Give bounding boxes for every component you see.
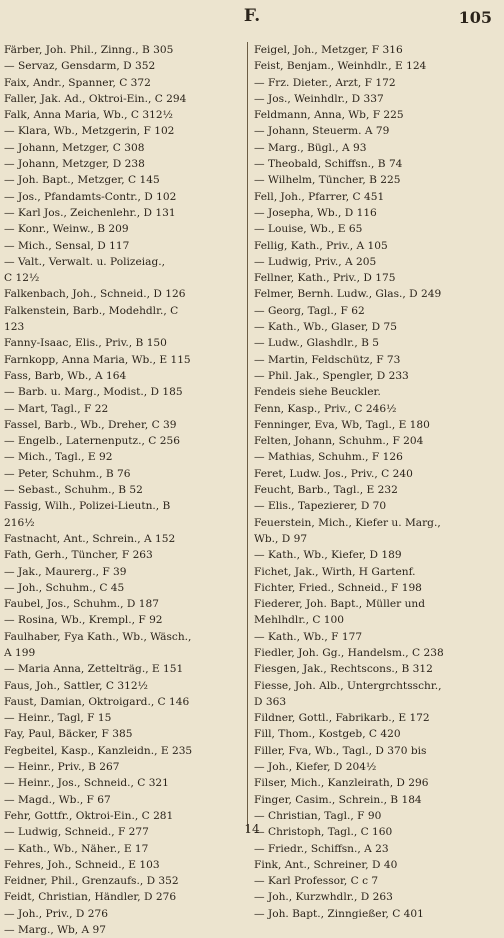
directory-entry: Faller, Jak. Ad., Oktroi-Ein., C 294 [4,92,187,105]
directory-entry: — Joh., Kurzwhdlr., D 263 [254,891,393,904]
directory-entry: — Rosina, Wb., Krempl., F 92 [4,614,163,627]
directory-entry: Faubel, Jos., Schuhm., D 187 [4,598,159,611]
signature-mark: 14 [244,822,260,836]
directory-entry: — Joh. Bapt., Zinngießer, C 401 [254,907,424,920]
directory-entry: — Klara, Wb., Metzgerin, F 102 [4,125,175,138]
directory-entry: Falkenstein, Barb., Modehdlr., C [4,304,179,317]
directory-entry: Fill, Thom., Kostgeb, C 420 [254,728,401,741]
directory-entry: Faust, Damian, Oktroigard., C 146 [4,695,190,708]
directory-entry: — Barb. u. Marg., Modist., D 185 [4,386,183,399]
directory-entry: Färber, Joh. Phil., Zinng., B 305 [4,44,174,56]
directory-entry: — Maria Anna, Zettelträg., E 151 [4,663,184,676]
directory-entry: D 363 [254,695,287,708]
directory-entry: — Servaz, Gensdarm, D 352 [4,60,156,73]
directory-entry: Faulhaber, Fya Kath., Wb., Wäsch., [4,630,192,643]
directory-entry: — Ludwig, Priv., A 205 [254,255,377,268]
directory-entry: — Kath., Wb., Kiefer, D 189 [254,549,402,562]
directory-entry: Falk, Anna Maria, Wb., C 312½ [4,109,173,122]
page-number: 105 [458,8,492,27]
directory-entry: — Marg., Bügl., A 93 [254,141,367,154]
directory-entry: Faus, Joh., Sattler, C 312½ [4,679,148,692]
directory-entry: Fassel, Barb., Wb., Dreher, C 39 [4,418,177,431]
directory-entry: — Christoph, Tagl., C 160 [254,826,393,839]
directory-entry: Felten, Johann, Schuhm., F 204 [254,435,424,448]
directory-entry: Fellig, Kath., Priv., A 105 [254,239,388,252]
directory-entry: Fildner, Gottl., Fabrikarb., E 172 [254,712,430,725]
directory-entry: Fehr, Gottfr., Oktroi-Ein., C 281 [4,809,174,822]
directory-entry: — Theobald, Schiffsn., B 74 [254,158,403,171]
directory-entry: — Konr., Weinw., B 209 [4,223,129,236]
directory-entry: — Friedr., Schiffsn., A 23 [254,842,389,855]
directory-entry: Feidt, Christian, Händler, D 276 [4,891,177,904]
directory-entry: Feldmann, Anna, Wb, F 225 [254,109,404,122]
directory-entry: — Jos., Weinhdlr., D 337 [254,92,384,105]
directory-entry: Fehres, Joh., Schneid., E 103 [4,858,160,871]
directory-entry: — Peter, Schuhm., B 76 [4,467,131,480]
directory-entry: Fiedler, Joh. Gg., Handelsm., C 238 [254,646,444,659]
directory-entry: — Johann, Metzger, C 308 [4,141,145,154]
directory-entry: Fendeis siehe Beuckler. [254,386,381,399]
directory-entry: — Joh., Schuhm., C 45 [4,581,125,594]
directory-entry: Fassig, Wilh., Polizei-Lieutn., B [4,500,171,513]
directory-entry: — Georg, Tagl., F 62 [254,304,365,317]
directory-entry: Feigel, Joh., Metzger, F 316 [254,44,403,56]
directory-entry: — Mart, Tagl., F 22 [4,402,109,415]
directory-entry: Fastnacht, Ant., Schrein., A 152 [4,532,176,545]
directory-entry: Felmer, Bernh. Ludw., Glas., D 249 [254,288,442,301]
directory-entry: — Marg., Wb, A 97 [4,924,106,937]
directory-entry: — Elis., Tapezierer, D 70 [254,500,387,513]
directory-entry: Fiesse, Joh. Alb., Untergrchtsschr., [254,679,442,692]
directory-entry: — Mich., Tagl., E 92 [4,451,113,464]
directory-entry: — Martin, Feldschütz, F 73 [254,353,401,366]
directory-entry: Fichet, Jak., Wirth, H Gartenf. [254,565,416,578]
directory-entry: — Josepha, Wb., D 116 [254,206,377,219]
directory-entry: — Karl Jos., Zeichenlehr., D 131 [4,206,176,219]
directory-entry: Filler, Fva, Wb., Tagl., D 370 bis [254,744,427,757]
directory-entry: Filser, Mich., Kanzleirath, D 296 [254,777,429,790]
directory-entry: — Mathias, Schuhm., F 126 [254,451,403,464]
directory-entry: — Sebast., Schuhm., B 52 [4,484,143,497]
directory-entry: Finger, Casim., Schrein., B 184 [254,793,422,806]
directory-entry: — Joh., Priv., D 276 [4,907,109,920]
directory-entry: — Heinr., Tagl, F 15 [4,712,112,725]
right-column [254,42,499,922]
directory-entry: — Valt., Verwalt. u. Polizeiag., [4,255,165,268]
directory-entry: Fiederer, Joh. Bapt., Müller und [254,598,426,611]
directory-entry: — Phil. Jak., Spengler, D 233 [254,369,409,382]
directory-entry: Fenninger, Eva, Wb, Tagl., E 180 [254,418,430,431]
directory-entry: — Kath., Wb., F 177 [254,630,363,643]
directory-entry: — Mich., Sensal, D 117 [4,239,130,252]
directory-entry: Fay, Paul, Bäcker, F 385 [4,728,133,741]
directory-entry: A 199 [4,646,36,659]
directory-entry: — Kath., Wb., Glaser, D 75 [254,321,397,334]
directory-entry: Fichter, Fried., Schneid., F 198 [254,581,422,594]
directory-entry: Fanny-Isaac, Elis., Priv., B 150 [4,337,167,350]
directory-entry: Fellner, Kath., Priv., D 175 [254,272,396,285]
directory-entry: Fink, Ant., Schreiner, D 40 [254,858,398,871]
directory-entry: — Wilhelm, Tüncher, B 225 [254,174,401,187]
directory-entry: — Jak., Maurerg., F 39 [4,565,127,578]
column-divider [247,42,248,832]
directory-entry: Feidner, Phil., Grenzaufs., D 352 [4,875,179,888]
directory-entry: 123 [4,321,25,334]
directory-entry: — Ludwig, Schneid., F 277 [4,826,149,839]
directory-entry: — Karl Professor, C c 7 [254,875,379,888]
directory-entry: Wb., D 97 [254,532,308,545]
directory-entry: — Engelb., Laternenputz., C 256 [4,435,180,448]
directory-entry: — Kath., Wb., Näher., E 17 [4,842,149,855]
directory-entry: Fenn, Kasp., Priv., C 246½ [254,402,397,415]
directory-entry: Feret, Ludw. Jos., Priv., C 240 [254,467,413,480]
directory-entry: Feuerstein, Mich., Kiefer u. Marg., [254,516,441,529]
directory-entry: — Heinr., Priv., B 267 [4,761,120,774]
directory-entry: 216½ [4,516,35,529]
directory-entry: C 12½ [4,272,40,285]
directory-entry: Faix, Andr., Spanner, C 372 [4,76,151,89]
directory-entry: Fath, Gerh., Tüncher, F 263 [4,549,153,562]
directory-entry: — Joh., Kiefer, D 204½ [254,761,377,774]
directory-entry: — Ludw., Glashdlr., B 5 [254,337,380,350]
directory-entry: Fass, Barb, Wb., A 164 [4,369,127,382]
directory-entry: — Joh. Bapt., Metzger, C 145 [4,174,160,187]
directory-entry: Fegbeitel, Kasp., Kanzleidn., E 235 [4,744,193,757]
section-letter: F. [243,6,261,26]
directory-entry: — Louise, Wb., E 65 [254,223,363,236]
directory-entry: Fell, Joh., Pfarrer, C 451 [254,190,385,203]
directory-entry: — Magd., Wb., F 67 [4,793,111,806]
directory-entry: Feist, Benjam., Weinhdlr., E 124 [254,60,427,73]
directory-entry: — Jos., Pfandamts-Contr., D 102 [4,190,177,203]
directory-entry: Farnkopp, Anna Maria, Wb., E 115 [4,353,191,366]
directory-entry: Mehlhdlr., C 100 [254,614,345,627]
directory-entry: Feucht, Barb., Tagl., E 232 [254,484,398,497]
directory-entry: — Frz. Dieter., Arzt, F 172 [254,76,396,89]
directory-entry: — Johann, Metzger, D 238 [4,158,145,171]
directory-entry: — Johann, Steuerm. A 79 [254,125,390,138]
directory-entry: Fiesgen, Jak., Rechtscons., B 312 [254,663,433,676]
left-column [4,42,244,938]
directory-entry: — Heinr., Jos., Schneid., C 321 [4,777,169,790]
directory-entry: Falkenbach, Joh., Schneid., D 126 [4,288,186,301]
directory-entry: — Christian, Tagl., F 90 [254,809,382,822]
